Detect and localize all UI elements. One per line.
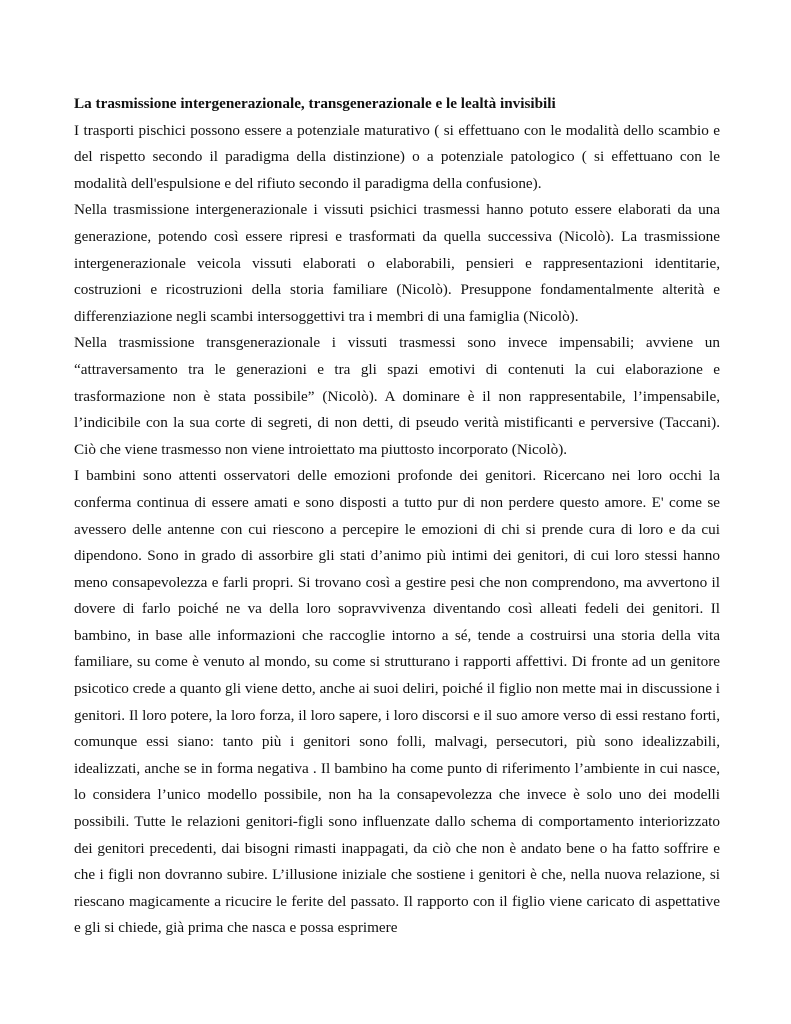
- paragraph-children: I bambini sono attenti osservatori delle emozioni profonde dei genitori. Ricercano nei loro occhi la conferma continua di essere amati e sono disposti a tutto pur di non perdere questo amore. E' come se avessero delle antenne con cui riescono a percepire le emozioni di chi si prende cura di loro e da cui dipendono. Sono in grado di assorbire gli stati d’animo più intimi dei genitori, di cui loro stessi hanno meno consapevolezza e farli propri. Si trovano così a gestire pesi che non comprendono, ma avvertono il dovere di farlo poiché ne va della loro sopravvivenza diventando così alleati fedeli dei genitori. Il bambino, in base alle informazioni che raccoglie intorno a sé, tende a costruirsi una storia della vita familiare, su come è venuto al mondo, su come si strutturano i rapporti affettivi. Di fronte ad un genitore psicotico crede a quanto gli viene detto, anche ai suoi deliri, poiché il figlio non mette mai in discussione i genitori. Il loro potere, la loro forza, il loro sapere, i loro discorsi e il suo amore verso di essi restano forti, comunque essi siano: tanto più i genitori sono folli, malvagi, persecutori, più sono idealizzabili, idealizzati, anche se in forma negativa . Il bambino ha come punto di riferimento l’ambiente in cui nasce, lo considera l’unico modello possibile, non ha la consapevolezza che invece è solo uno dei modelli possibili. Tutte le relazioni genitori-figli sono influenzate dallo schema di comportamento interiorizzato dei genitori precedenti, dai bisogni rimasti inappagati, da ciò che non è andato bene o ha fatto soffrire e che i figli non dovranno subire. L’illusione iniziale che sostiene i genitori è che, nella nuova relazione, si riescano magicamente a ricucire le ferite del passato. Il rapporto con il figlio viene caricato di aspettative e gli si chiede, già prima che nasca e possa esprimere: [74, 467, 720, 937]
- paragraph-intergenerational: Nella trasmissione intergenerazionale i vissuti psichici trasmessi hanno potuto essere elaborati da una generazione, potendo così essere ripresi e trasformati da quella successiva (Nicolò). La trasmissione intergenerazionale veicola vissuti elaborati o elaborabili, pensieri e rappresentazioni identitarie, costruzioni e ricostruzioni della storia familiare (Nicolò). Presuppone fondamentalmente alterità e differenziazione negli scambi intersoggettivi tra i membri di una famiglia (Nicolò).: [74, 201, 720, 325]
- document-body: [74, 91, 720, 942]
- paragraph-transgenerational: Nella trasmissione transgenerazionale i vissuti trasmessi sono invece impensabili; avviene un “attraversamento tra le generazioni e tra gli spazi emotivi di contenuti la cui elaborazione e trasformazione non è stata possibile” (Nicolò). A dominare è il non rappresentabile, l’impensabile, l’indicibile con la sua corte di segreti, di non detti, di pseudo verità mistificanti e perversive (Taccani). Ciò che viene trasmesso non viene introiettato ma piuttosto incorporato (Nicolò).: [74, 334, 720, 458]
- section-title: La trasmissione intergenerazionale, transgenerazionale e le lealtà invisibili: [74, 95, 556, 112]
- paragraph-transport: I trasporti pischici possono essere a potenziale maturativo ( si effettuano con le modalità dello scambio e del rispetto secondo il paradigma della distinzione) o a potenziale patologico ( si effettuano con le modalità dell'espulsione e del rifiuto secondo il paradigma della confusione).: [74, 121, 720, 192]
